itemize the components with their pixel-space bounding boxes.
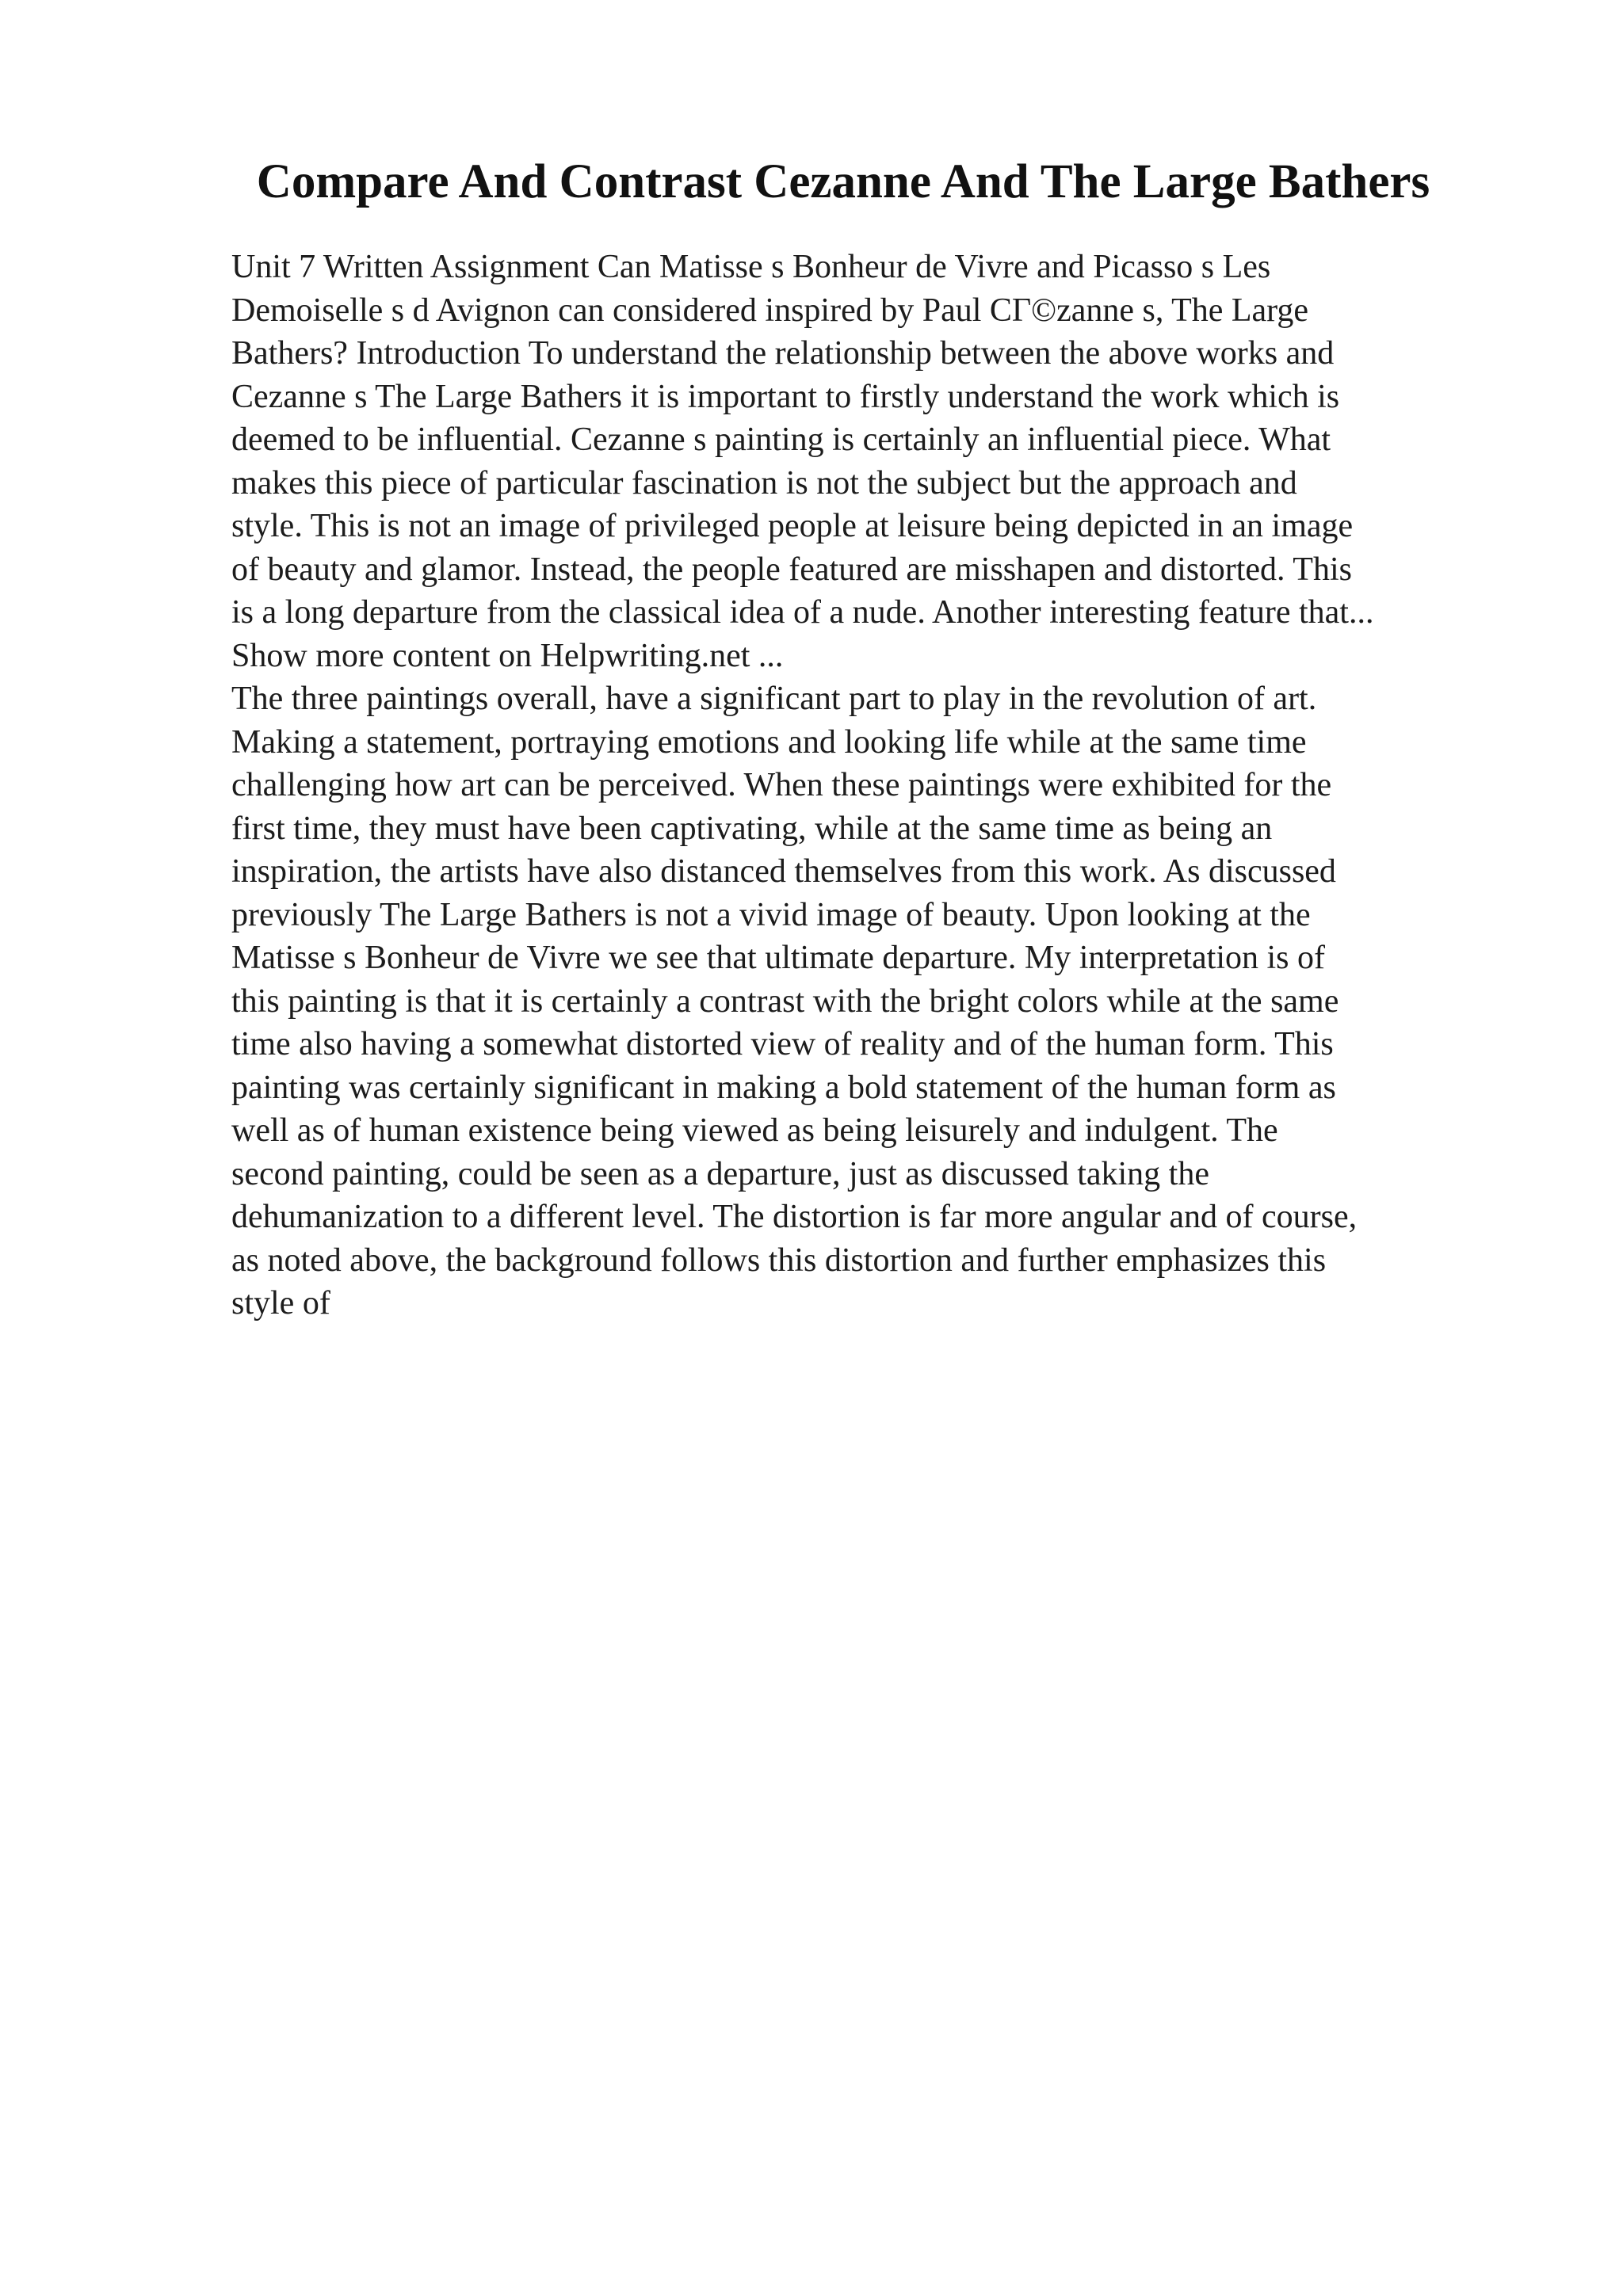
body-line: this painting is that it is certainly a contrast with the bright colors while at the same (231, 982, 1339, 1020)
document-body (231, 246, 1531, 1325)
body-line: well as of human existence being viewed as being leisurely and indulgent. The (231, 1112, 1278, 1149)
body-line: Demoiselle s d Avignon can considered inspired by Paul CГ©zanne s, The Large (231, 292, 1309, 329)
body-line: dehumanization to a different level. The distortion is far more angular and of course, (231, 1199, 1358, 1235)
body-line: second painting, could be seen as a departure, just as discussed taking the (231, 1155, 1209, 1192)
body-line: makes this piece of particular fascination is not the subject but the approach and (231, 464, 1297, 502)
body-line: style. This is not an image of privileged people at leisure being depicted in an image (231, 508, 1354, 544)
body-line: time also having a somewhat distorted view of reality and of the human form. This (231, 1026, 1334, 1062)
body-line: Unit 7 Written Assignment Can Matisse s Bonheur de Vivre and Picasso s Les (231, 249, 1271, 285)
body-line: deemed to be influential. Cezanne s painting is certainly an influential piece. What (231, 421, 1331, 458)
body-line: first time, they must have been captivating, while at the same time as being an (231, 810, 1273, 847)
body-line: Making a statement, portraying emotions and looking life while at the same time (231, 723, 1307, 761)
body-line: painting was certainly significant in making a bold statement of the human form as (231, 1069, 1336, 1106)
body-line: is a long departure from the classical idea of a nude. Another interesting feature that... (231, 594, 1374, 631)
body-line: of beauty and glamor. Instead, the people featured are misshapen and distorted. This (231, 551, 1352, 588)
body-line: style of (231, 1285, 330, 1322)
body-line: inspiration, the artists have also distanced themselves from this work. As discussed (231, 853, 1336, 890)
body-line: previously The Large Bathers is not a vivid image of beauty. Upon looking at the (231, 896, 1311, 933)
body-line: Cezanne s The Large Bathers it is important to firstly understand the work which is (231, 378, 1340, 415)
body-line: Matisse s Bonheur de Vivre we see that ultimate departure. My interpretation is of (231, 940, 1325, 976)
document-title: Compare And Contrast Cezanne And The Large Bathers (256, 155, 1430, 208)
body-line: as noted above, the background follows this distortion and further emphasizes this (231, 1241, 1327, 1279)
body-line: The three paintings overall, have a significant part to play in the revolution of art. (231, 681, 1317, 717)
body-line: Bathers? Introduction To understand the relationship between the above works and (231, 335, 1335, 372)
body-line: challenging how art can be perceived. When these paintings were exhibited for the (231, 767, 1332, 803)
show-more-link[interactable]: Show more content on Helpwriting.net ... (231, 637, 784, 674)
